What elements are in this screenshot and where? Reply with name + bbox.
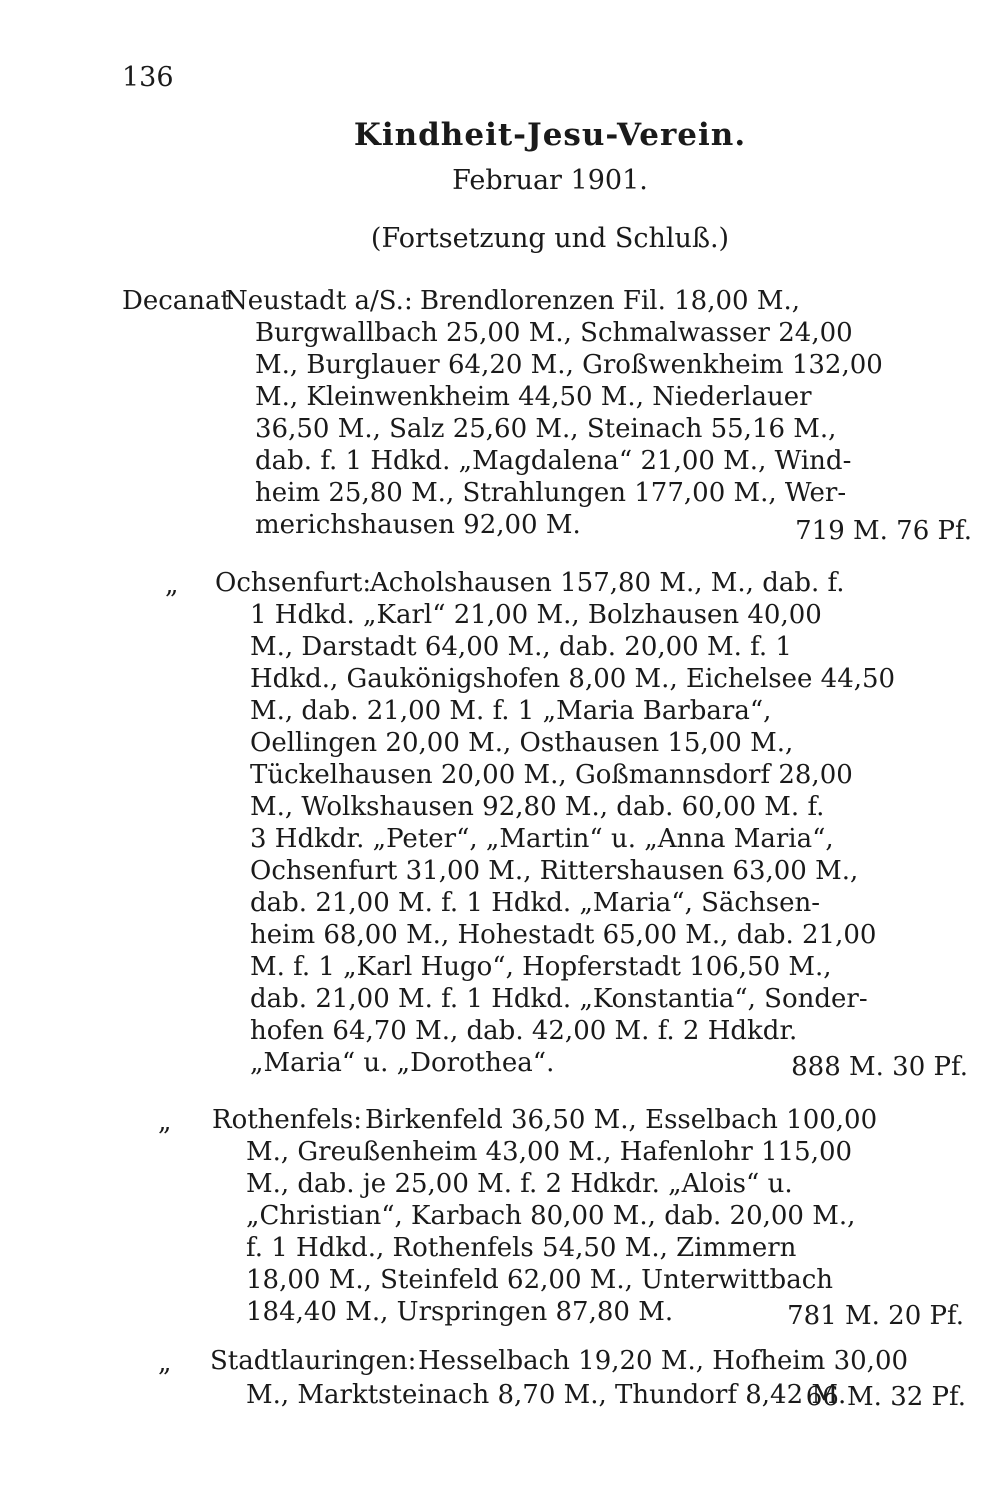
entry-line: Ochsenfurt 31,00 M., Rittershausen 63,00 M.,: [250, 856, 859, 886]
entry-line: 184,40 M., Urspringen 87,80 M.: [246, 1297, 674, 1327]
entry-line: Burgwallbach 25,00 M., Schmalwasser 24,00: [255, 318, 853, 348]
entry-line: M. f. 1 „Karl Hugo“, Hopferstadt 106,50 M.,: [250, 952, 832, 982]
entry-line: „Christian“, Karbach 80,00 M., dab. 20,00 M.,: [246, 1201, 856, 1231]
continuation-note: (Fortsetzung und Schluß.): [370, 223, 730, 254]
page-title: Kindheit-Jesu-Verein.: [353, 117, 747, 153]
entry-line: 36,50 M., Salz 25,60 M., Steinach 55,16 M.,: [255, 414, 837, 444]
page-subtitle: Februar 1901.: [452, 165, 648, 196]
entry-name: Stadtlauringen:: [210, 1346, 417, 1376]
entry-amount: 719 M. 76 Pf.: [795, 516, 972, 546]
entry-line: 3 Hdkdr. „Peter“, „Martin“ u. „Anna Maria“,: [250, 824, 834, 854]
entry-name: Ochsenfurt:: [215, 568, 372, 598]
entry-name: Neustadt a/S.:: [225, 286, 413, 316]
entry-line: merichshausen 92,00 M.: [255, 510, 581, 540]
entry-line: 1 Hdkd. „Karl“ 21,00 M., Bolzhausen 40,00: [250, 600, 822, 630]
entry-line: M., Greußenheim 43,00 M., Hafenlohr 115,00: [246, 1137, 853, 1167]
entry-amount: 781 M. 20 Pf.: [787, 1301, 964, 1331]
entry-line: dab. 21,00 M. f. 1 Hdkd. „Maria“, Sächsen-: [250, 888, 820, 918]
entry-line: M., dab. je 25,00 M. f. 2 Hdkdr. „Alois“ u.: [246, 1169, 793, 1199]
entry-line: M., dab. 21,00 M. f. 1 „Maria Barbara“,: [250, 696, 772, 726]
entry-line: dab. f. 1 Hdkd. „Magdalena“ 21,00 M., Wind-: [255, 446, 852, 476]
entry-line: Brendlorenzen Fil. 18,00 M.,: [420, 286, 800, 316]
ditto-mark: „: [158, 1107, 172, 1137]
entry-line: M., Burglauer 64,20 M., Großwenkheim 132,00: [255, 350, 883, 380]
entry-line: Hdkd., Gaukönigshofen 8,00 M., Eichelsee 44,50: [250, 664, 896, 694]
entry-prefix: Decanat: [122, 286, 231, 316]
ditto-mark: „: [165, 570, 179, 600]
entry-name: Rothenfels:: [212, 1105, 362, 1135]
ditto-mark: „: [158, 1348, 172, 1378]
entry-line: Tückelhausen 20,00 M., Goßmannsdorf 28,00: [250, 760, 853, 790]
page-number: 136: [122, 62, 174, 93]
entry-line: M., Marktsteinach 8,70 M., Thundorf 8,42 M.: [246, 1380, 847, 1410]
entry-line: M., Wolkshausen 92,80 M., dab. 60,00 M. f.: [250, 792, 825, 822]
entry-line: Birkenfeld 36,50 M., Esselbach 100,00: [365, 1105, 878, 1135]
entry-amount: 888 M. 30 Pf.: [791, 1052, 968, 1082]
entry-line: hofen 64,70 M., dab. 42,00 M. f. 2 Hdkdr.: [250, 1016, 798, 1046]
entry-line: M., Darstadt 64,00 M., dab. 20,00 M. f. 1: [250, 632, 792, 662]
entry-line: „Maria“ u. „Dorothea“.: [250, 1048, 555, 1078]
entry-line: M., Kleinwenkheim 44,50 M., Niederlauer: [255, 382, 812, 412]
entry-line: heim 25,80 M., Strahlungen 177,00 M., Wer-: [255, 478, 847, 508]
entry-line: Acholshausen 157,80 M., M., dab. f.: [370, 568, 845, 598]
entry-line: Oellingen 20,00 M., Osthausen 15,00 M.,: [250, 728, 794, 758]
entry-amount: 66 M. 32 Pf.: [805, 1382, 966, 1412]
entry-line: Hesselbach 19,20 M., Hofheim 30,00: [418, 1346, 909, 1376]
entry-line: f. 1 Hdkd., Rothenfels 54,50 M., Zimmern: [246, 1233, 797, 1263]
entry-line: dab. 21,00 M. f. 1 Hdkd. „Konstantia“, Sonder-: [250, 984, 868, 1014]
entry-line: heim 68,00 M., Hohestadt 65,00 M., dab. 21,00: [250, 920, 877, 950]
entry-line: 18,00 M., Steinfeld 62,00 M., Unterwittbach: [246, 1265, 834, 1295]
